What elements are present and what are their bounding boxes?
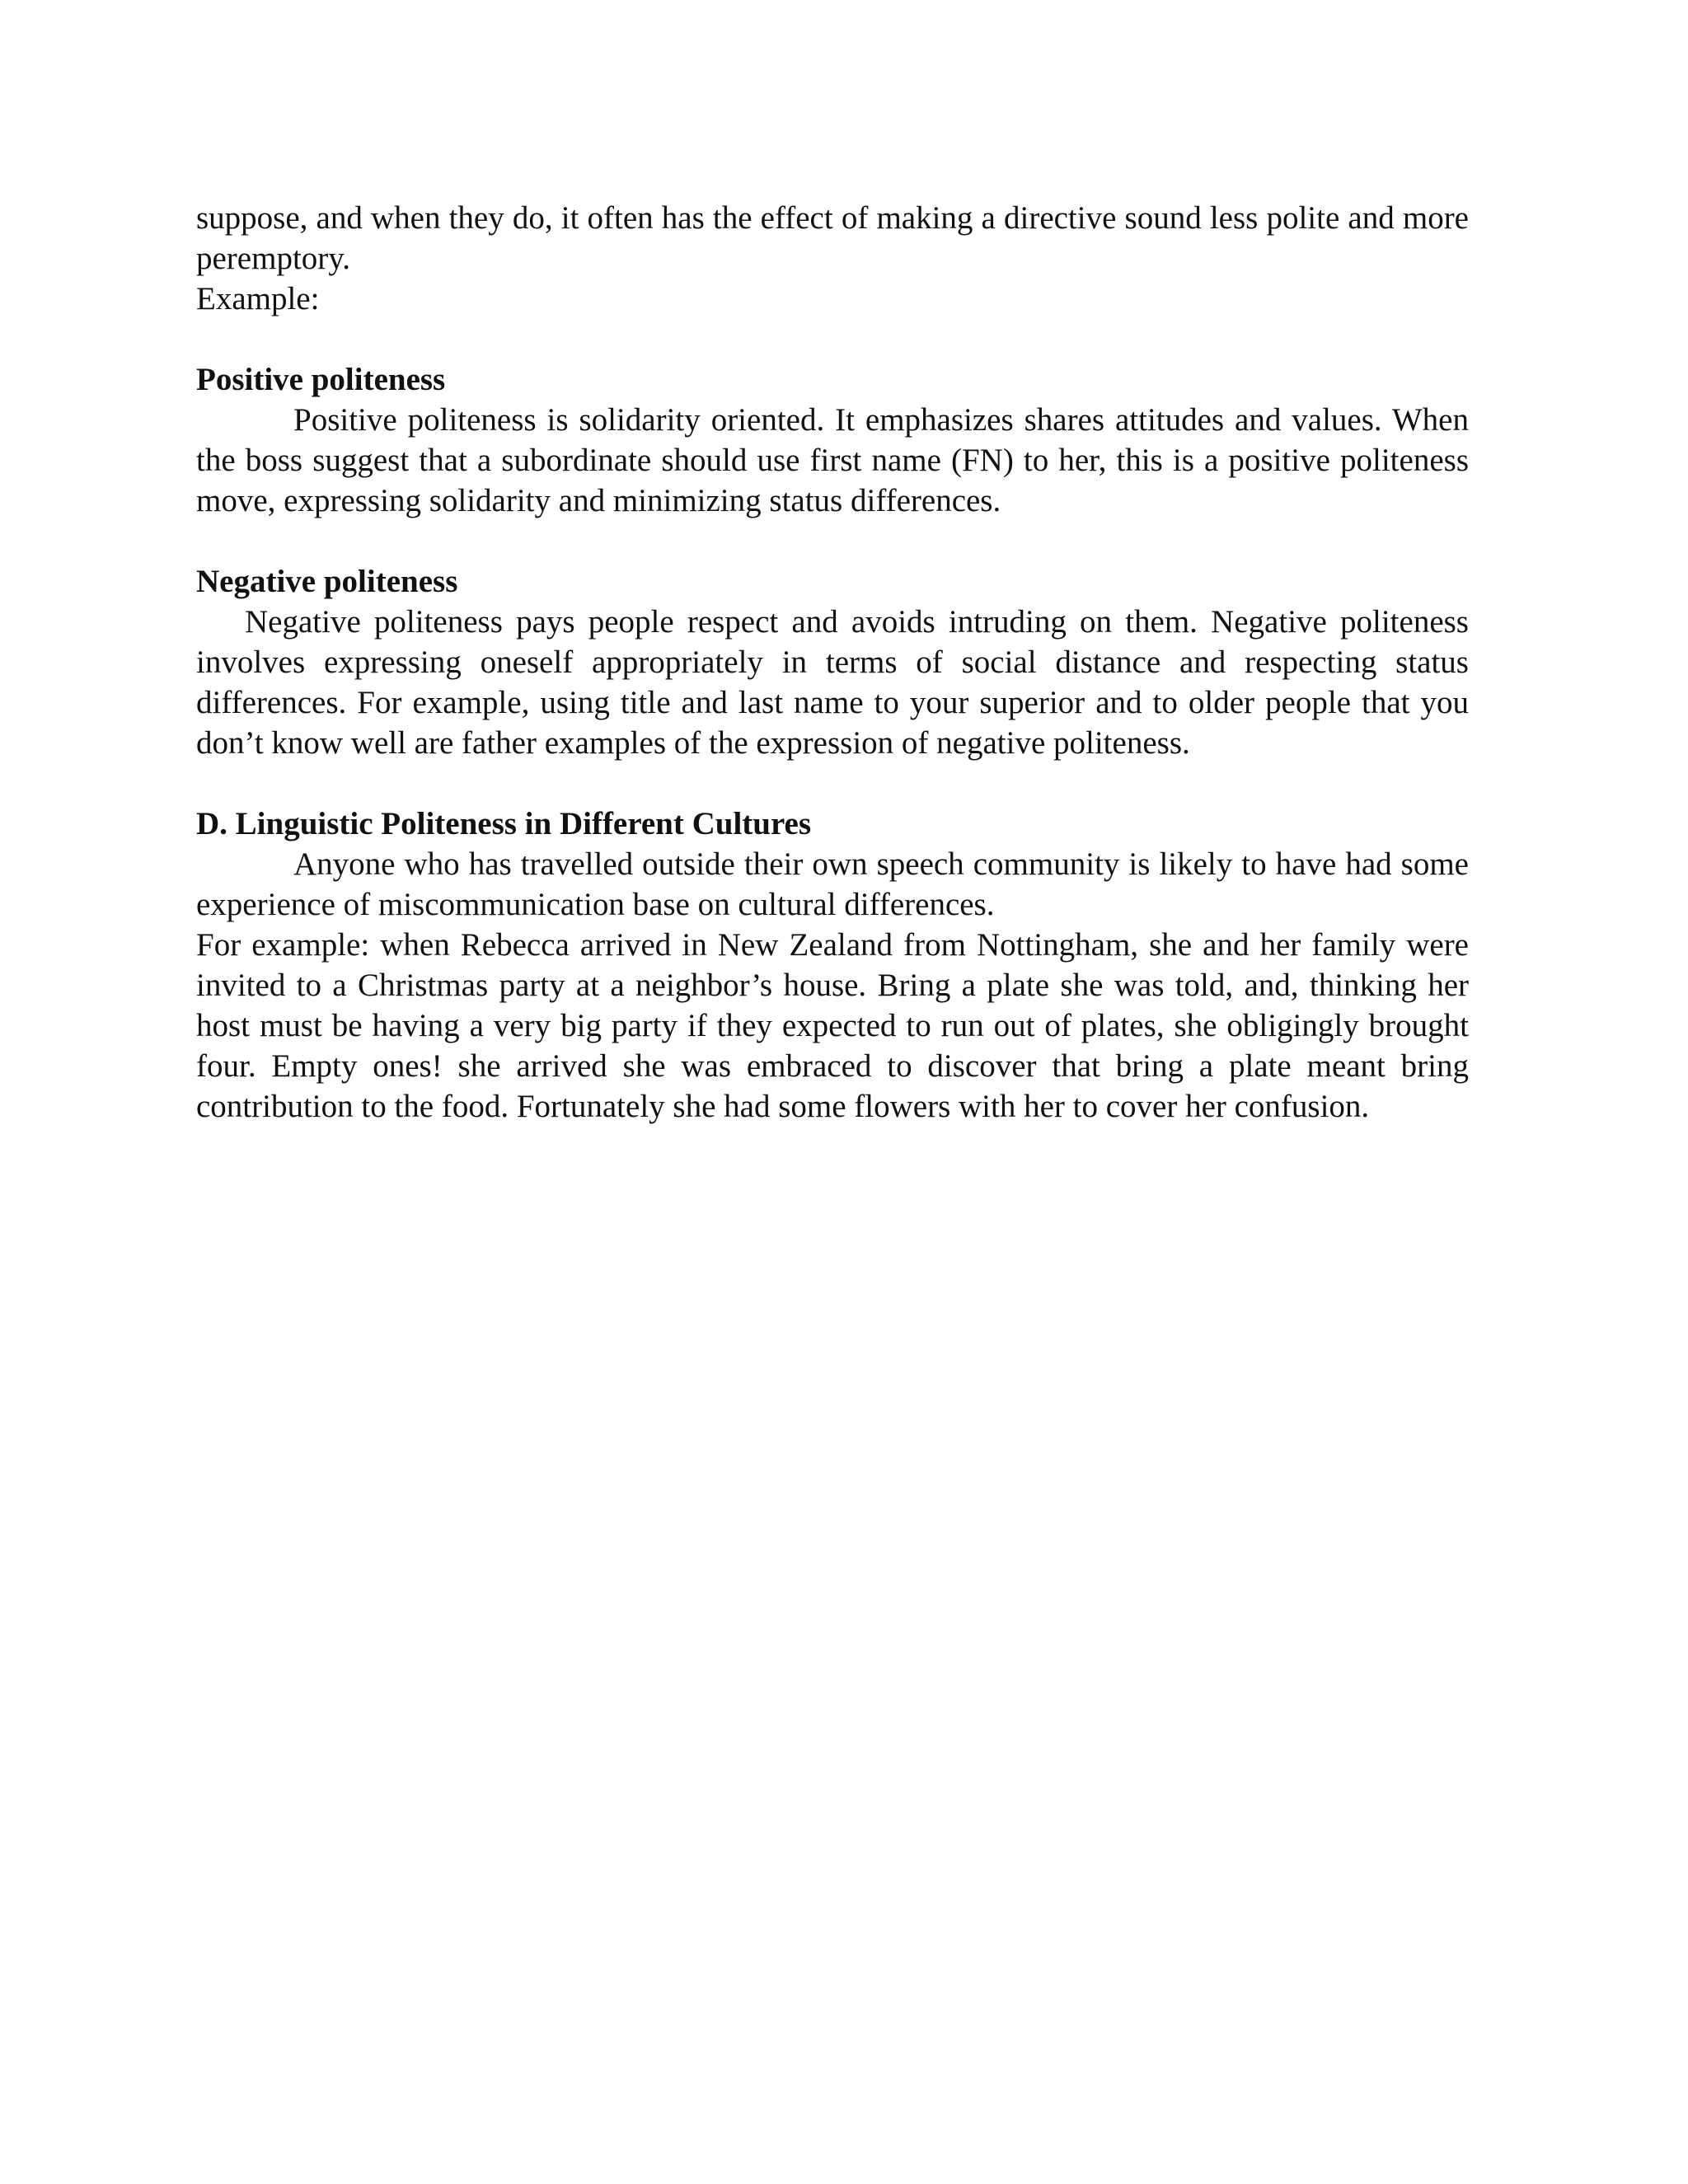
section-paragraph: Negative politeness pays people respect and avoids intruding on them. Negative politeness involves expressing oneself appropriately in terms of social distance and respecting status differences. For example, using title and last name to your superior and to older people that you don’t know well are father examples of the expression of negative politeness.	[196, 604, 1469, 761]
section-negative-politeness	[196, 561, 1469, 763]
section-heading: Positive politeness	[196, 362, 446, 397]
intro-paragraph: suppose, and when they do, it often has the effect of making a directive sound less polite and more peremptory.	[196, 200, 1469, 276]
spacer	[196, 319, 1469, 359]
document-page	[196, 198, 1469, 1127]
section-linguistic-politeness-cultures	[196, 804, 1469, 1127]
section-heading: Negative politeness	[196, 564, 458, 599]
spacer	[196, 763, 1469, 804]
example-label: Example:	[196, 281, 320, 316]
section-paragraph: Anyone who has travelled outside their own speech community is likely to have had some experience of miscommunication base on cultural differences.	[196, 846, 1469, 922]
section-paragraph: Positive politeness is solidarity oriented. It emphasizes shares attitudes and values. When the boss suggest that a subordinate should use first name (FN) to her, this is a positive politeness move, expressing solidarity and minimizing status differences.	[196, 402, 1469, 518]
section-positive-politeness	[196, 359, 1469, 521]
section-heading: D. Linguistic Politeness in Different Cultures	[196, 806, 812, 841]
spacer	[196, 521, 1469, 561]
section-paragraph: For example: when Rebecca arrived in New Zealand from Nottingham, she and her family were invited to a Christmas party at a neighbor’s house. Bring a plate she was told, and, thinking her host must be having a very big party if they expected to run out of plates, she obligingly brought four. Empty ones! she arrived she was embraced to discover that bring a plate meant bring contribution to the food. Fortunately she had some flowers with her to cover her confusion.	[196, 927, 1469, 1124]
